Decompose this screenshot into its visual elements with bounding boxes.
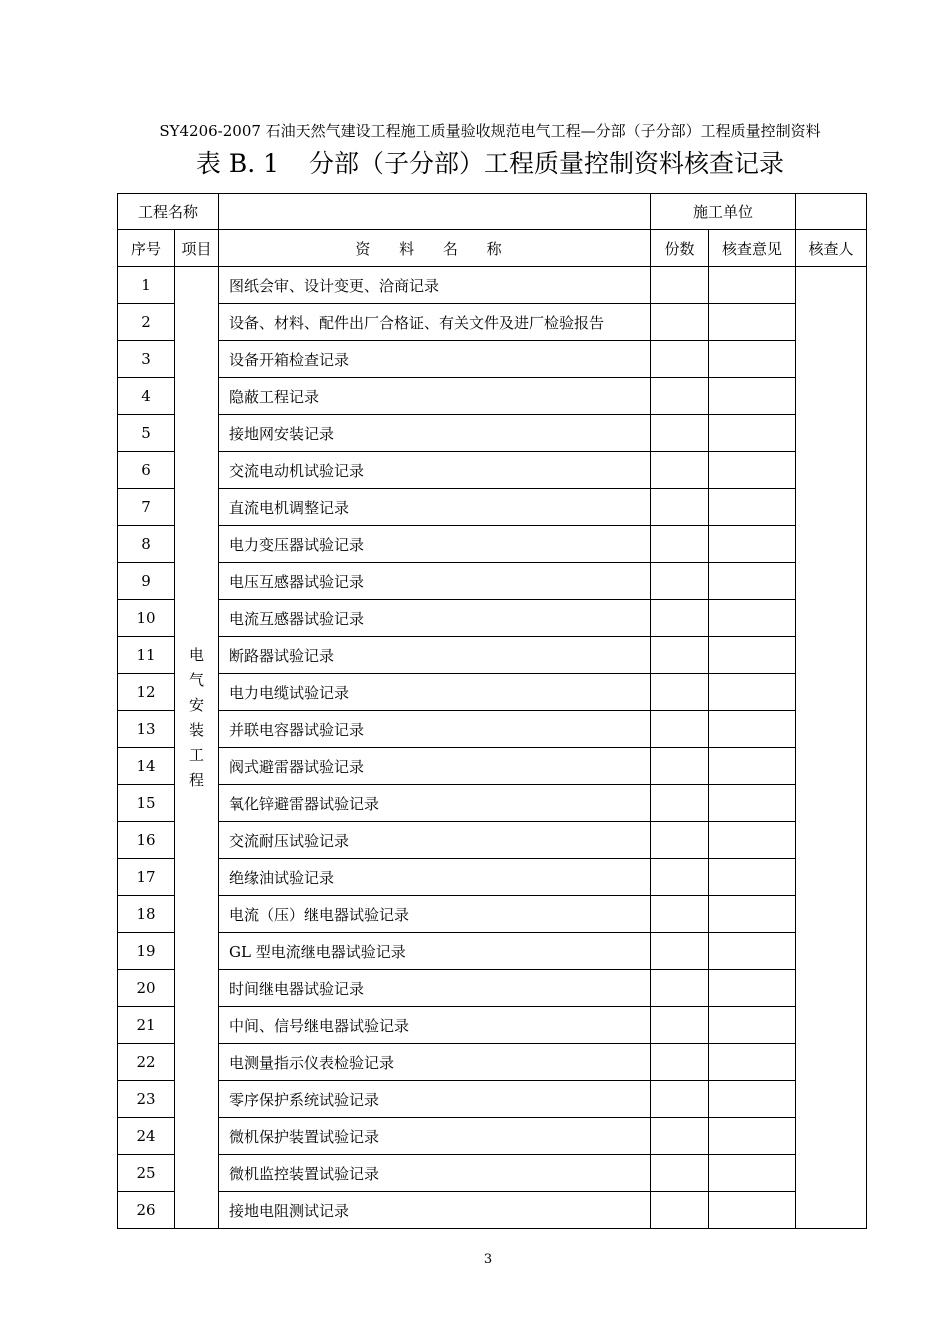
- col-header-inspector: 核查人: [796, 230, 867, 267]
- document-name: 图纸会审、设计变更、洽商记录: [219, 267, 651, 304]
- copies-cell[interactable]: [651, 822, 709, 859]
- col-header-copies: 份数: [651, 230, 709, 267]
- col-header-item: 项目: [175, 230, 219, 267]
- table-row: [118, 859, 867, 896]
- copies-cell[interactable]: [651, 415, 709, 452]
- opinion-cell[interactable]: [709, 711, 796, 748]
- row-number: 10: [118, 600, 175, 637]
- project-name-label: 工程名称: [118, 194, 219, 230]
- opinion-cell[interactable]: [709, 1118, 796, 1155]
- copies-cell[interactable]: [651, 859, 709, 896]
- inspection-record-table: [117, 193, 867, 1229]
- document-name: 零序保护系统试验记录: [219, 1081, 651, 1118]
- document-name: 微机保护装置试验记录: [219, 1118, 651, 1155]
- copies-cell[interactable]: [651, 526, 709, 563]
- row-number: 18: [118, 896, 175, 933]
- document-name: 中间、信号继电器试验记录: [219, 1007, 651, 1044]
- row-number: 5: [118, 415, 175, 452]
- opinion-cell[interactable]: [709, 378, 796, 415]
- table-row: [118, 822, 867, 859]
- table-row: [118, 452, 867, 489]
- document-name: 隐蔽工程记录: [219, 378, 651, 415]
- opinion-cell[interactable]: [709, 415, 796, 452]
- opinion-cell[interactable]: [709, 748, 796, 785]
- copies-cell[interactable]: [651, 1081, 709, 1118]
- standard-header: SY4206-2007 石油天然气建设工程施工质量验收规范电气工程—分部（子分部）工程质量控制资料: [159, 122, 821, 140]
- opinion-cell[interactable]: [709, 1044, 796, 1081]
- table-row: [118, 1044, 867, 1081]
- copies-cell[interactable]: [651, 637, 709, 674]
- table-row: [118, 304, 867, 341]
- contractor-label: 施工单位: [651, 194, 796, 230]
- document-name: 时间继电器试验记录: [219, 970, 651, 1007]
- row-number: 20: [118, 970, 175, 1007]
- table-row: [118, 674, 867, 711]
- copies-cell[interactable]: [651, 378, 709, 415]
- table-row: [118, 748, 867, 785]
- table-row: [118, 563, 867, 600]
- opinion-cell[interactable]: [709, 785, 796, 822]
- row-number: 15: [118, 785, 175, 822]
- opinion-cell[interactable]: [709, 970, 796, 1007]
- document-name: 绝缘油试验记录: [219, 859, 651, 896]
- document-name: 断路器试验记录: [219, 637, 651, 674]
- row-number: 4: [118, 378, 175, 415]
- opinion-cell[interactable]: [709, 452, 796, 489]
- copies-cell[interactable]: [651, 674, 709, 711]
- item-group-label: 电气安装工程: [188, 645, 204, 789]
- row-number: 9: [118, 563, 175, 600]
- opinion-cell[interactable]: [709, 896, 796, 933]
- copies-cell[interactable]: [651, 748, 709, 785]
- table-title-text: 分部（子分部）工程质量控制资料核查记录: [309, 149, 785, 178]
- table-row: [118, 341, 867, 378]
- row-number: 12: [118, 674, 175, 711]
- opinion-cell[interactable]: [709, 489, 796, 526]
- copies-cell[interactable]: [651, 563, 709, 600]
- copies-cell[interactable]: [651, 304, 709, 341]
- document-name: 直流电机调整记录: [219, 489, 651, 526]
- copies-cell[interactable]: [651, 970, 709, 1007]
- document-name: 电测量指示仪表检验记录: [219, 1044, 651, 1081]
- opinion-cell[interactable]: [709, 563, 796, 600]
- copies-cell[interactable]: [651, 785, 709, 822]
- table-row: [118, 415, 867, 452]
- table-title: [0, 144, 950, 180]
- row-number: 1: [118, 267, 175, 304]
- document-name: 电压互感器试验记录: [219, 563, 651, 600]
- copies-cell[interactable]: [651, 452, 709, 489]
- copies-cell[interactable]: [651, 1155, 709, 1192]
- document-name: 设备开箱检查记录: [219, 341, 651, 378]
- copies-cell[interactable]: [651, 600, 709, 637]
- opinion-cell[interactable]: [709, 341, 796, 378]
- row-number: 6: [118, 452, 175, 489]
- copies-cell[interactable]: [651, 489, 709, 526]
- document-name: 电力电缆试验记录: [219, 674, 651, 711]
- col-header-opinion: 核查意见: [709, 230, 796, 267]
- opinion-cell[interactable]: [709, 526, 796, 563]
- table-row: [118, 1007, 867, 1044]
- opinion-cell[interactable]: [709, 304, 796, 341]
- inspector-cell[interactable]: [796, 267, 867, 1229]
- opinion-cell[interactable]: [709, 822, 796, 859]
- copies-cell[interactable]: [651, 1044, 709, 1081]
- table-row: [118, 1155, 867, 1192]
- row-number: 25: [118, 1155, 175, 1192]
- col-header-doc-name: 资 料 名 称: [219, 230, 651, 267]
- document-name: 氧化锌避雷器试验记录: [219, 785, 651, 822]
- opinion-cell[interactable]: [709, 600, 796, 637]
- opinion-cell[interactable]: [709, 1007, 796, 1044]
- table-row: [118, 526, 867, 563]
- table-row: [118, 711, 867, 748]
- opinion-cell[interactable]: [709, 267, 796, 304]
- page-number: 3: [483, 1252, 493, 1267]
- document-name: 阀式避雷器试验记录: [219, 748, 651, 785]
- opinion-cell[interactable]: [709, 933, 796, 970]
- row-number: 3: [118, 341, 175, 378]
- opinion-cell[interactable]: [709, 637, 796, 674]
- document-name: 设备、材料、配件出厂合格证、有关文件及进厂检验报告: [219, 304, 651, 341]
- document-name: 接地电阻测试记录: [219, 1192, 651, 1229]
- table-row: [118, 267, 867, 304]
- document-name: 交流耐压试验记录: [219, 822, 651, 859]
- row-number: 16: [118, 822, 175, 859]
- table-row: [118, 933, 867, 970]
- copies-cell[interactable]: [651, 1007, 709, 1044]
- table-row: [118, 600, 867, 637]
- table-row: [118, 378, 867, 415]
- row-number: 13: [118, 711, 175, 748]
- copies-cell[interactable]: [651, 1118, 709, 1155]
- document-name: 交流电动机试验记录: [219, 452, 651, 489]
- document-name: 电流（压）继电器试验记录: [219, 896, 651, 933]
- table-row: [118, 785, 867, 822]
- row-number: 26: [118, 1192, 175, 1229]
- col-header-seq: 序号: [118, 230, 175, 267]
- opinion-cell[interactable]: [709, 1081, 796, 1118]
- row-number: 19: [118, 933, 175, 970]
- contractor-field[interactable]: [796, 194, 867, 230]
- copies-cell[interactable]: [651, 267, 709, 304]
- document-name: GL 型电流继电器试验记录: [219, 933, 651, 970]
- table-row: [118, 489, 867, 526]
- row-number: 22: [118, 1044, 175, 1081]
- opinion-cell[interactable]: [709, 674, 796, 711]
- copies-cell[interactable]: [651, 1192, 709, 1229]
- row-number: 7: [118, 489, 175, 526]
- table-row: [118, 637, 867, 674]
- copies-cell[interactable]: [651, 896, 709, 933]
- document-name: 接地网安装记录: [219, 415, 651, 452]
- row-number: 21: [118, 1007, 175, 1044]
- row-number: 17: [118, 859, 175, 896]
- table-row: [118, 1192, 867, 1229]
- row-number: 11: [118, 637, 175, 674]
- project-info-row: [118, 194, 867, 230]
- opinion-cell[interactable]: [709, 1155, 796, 1192]
- table-number: 表 B. 1: [195, 149, 280, 178]
- row-number: 23: [118, 1081, 175, 1118]
- document-name: 并联电容器试验记录: [219, 711, 651, 748]
- opinion-cell[interactable]: [709, 859, 796, 896]
- document-name: 微机监控装置试验记录: [219, 1155, 651, 1192]
- row-number: 2: [118, 304, 175, 341]
- opinion-cell[interactable]: [709, 1192, 796, 1229]
- document-name: 电力变压器试验记录: [219, 526, 651, 563]
- document-name: 电流互感器试验记录: [219, 600, 651, 637]
- copies-cell[interactable]: [651, 933, 709, 970]
- row-number: 14: [118, 748, 175, 785]
- row-number: 24: [118, 1118, 175, 1155]
- table-row: [118, 970, 867, 1007]
- table-row: [118, 1081, 867, 1118]
- copies-cell[interactable]: [651, 711, 709, 748]
- table-row: [118, 1118, 867, 1155]
- row-number: 8: [118, 526, 175, 563]
- project-name-field[interactable]: [219, 194, 651, 230]
- table-row: [118, 896, 867, 933]
- copies-cell[interactable]: [651, 341, 709, 378]
- item-group-cell: [175, 267, 219, 1229]
- column-header-row: [118, 230, 867, 267]
